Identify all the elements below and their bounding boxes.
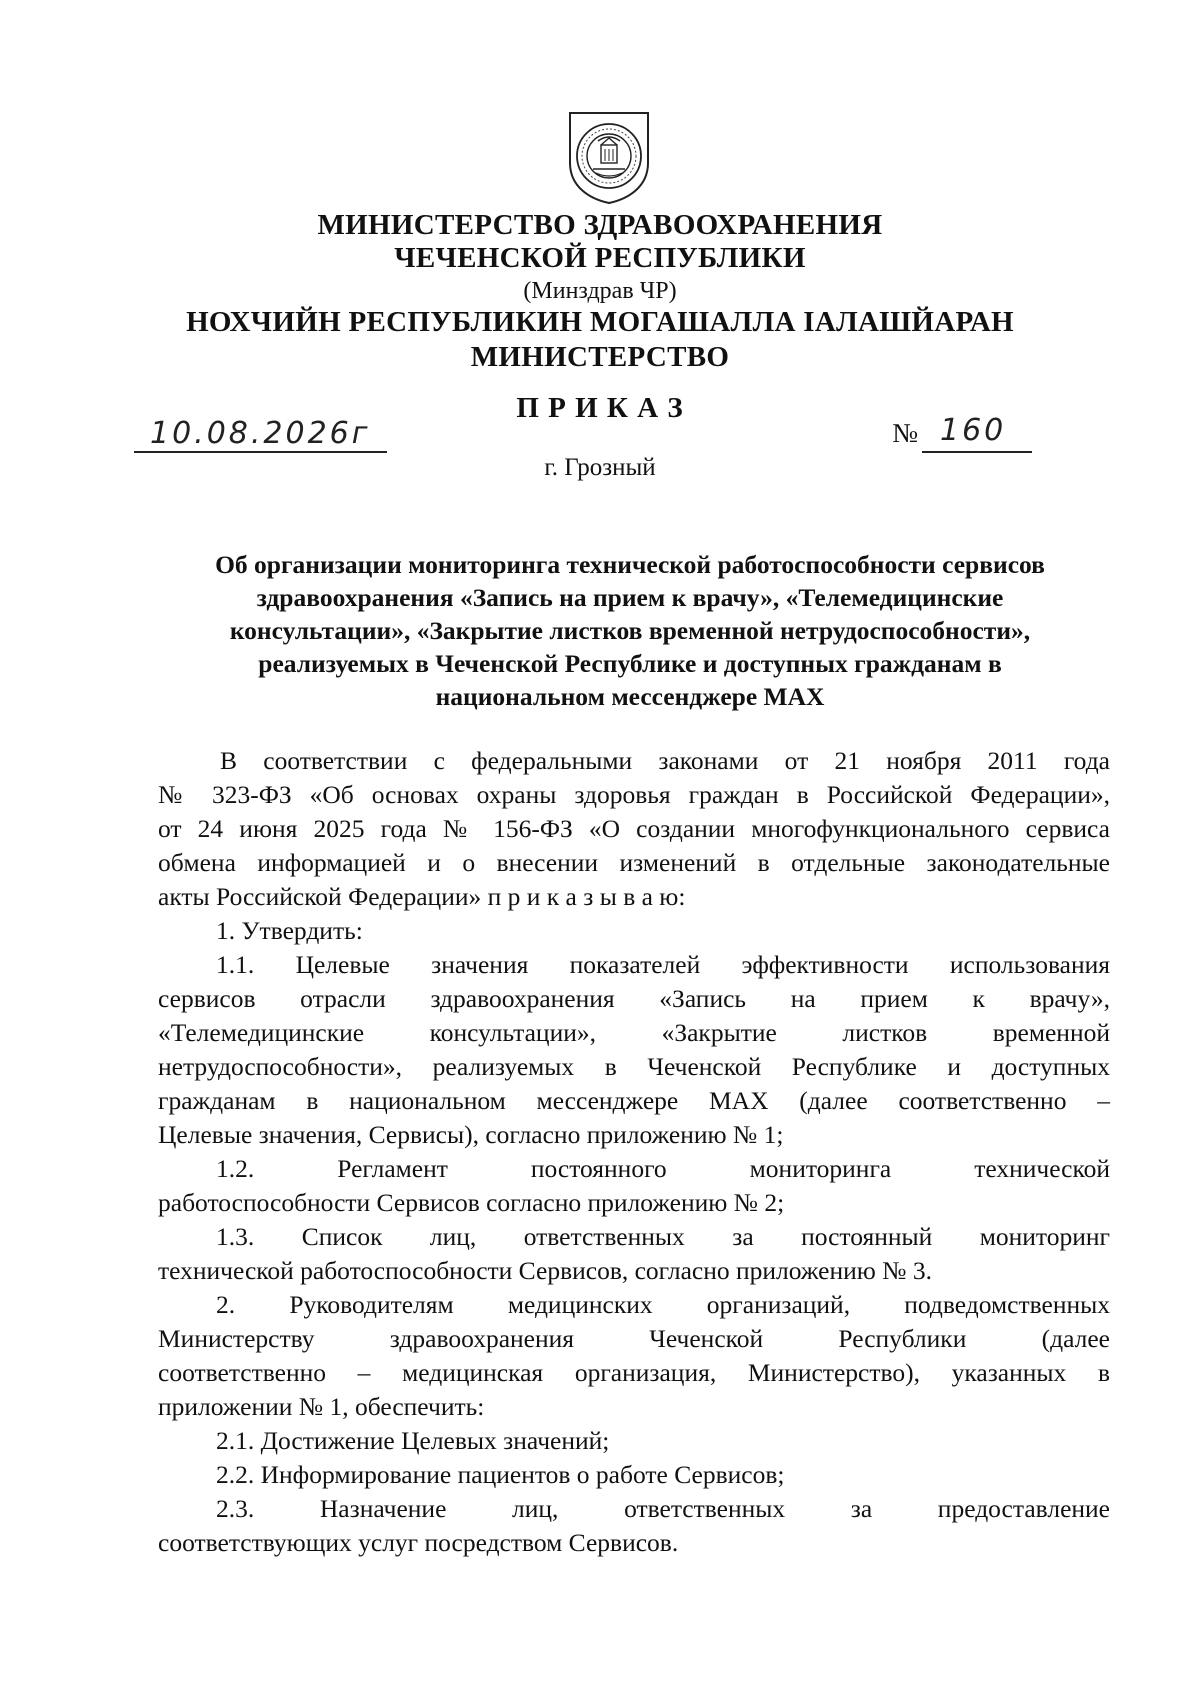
order-date-handwritten: 10.08.2026г <box>150 416 371 451</box>
ministry-name-ce-line2: МИНИСТЕРСТВО <box>470 341 730 373</box>
body-line: от 24 июня 2025 года № 156-ФЗ «О создании многофункционального сервиса <box>158 814 1110 843</box>
body-line: приложении № 1, обеспечить: <box>158 1392 485 1421</box>
order-number-handwritten: 160 <box>940 413 1007 448</box>
title-line: национальном мессенджере MAX <box>435 682 825 711</box>
body-line: нетрудоспособности», реализуемых в Чеченской Республике и доступных <box>158 1052 1110 1081</box>
body-line: 1.1. Целевые значения показателей эффективности использования <box>216 950 1110 979</box>
body-line: Министерству здравоохранения Чеченской Республики (далее <box>158 1324 1110 1353</box>
coat-of-arms-emblem <box>568 111 650 204</box>
body-line: Целевые значения, Сервисы), согласно приложению № 1; <box>158 1120 784 1149</box>
body-line: акты Российской Федерации» п р и к а з ы в а ю: <box>158 882 686 911</box>
body-line: сервисов отрасли здравоохранения «Запись на прием к врачу», <box>158 984 1110 1013</box>
body-line: № 323-ФЗ «Об основах охраны здоровья граждан в Российской Федерации», <box>158 780 1110 809</box>
title-line: консультации», «Закрытие листков временной нетрудоспособности», <box>229 616 1031 645</box>
body-line: 2. Руководителям медицинских организаций, подведомственных <box>216 1290 1110 1319</box>
order-title <box>150 548 1110 713</box>
body-line: 1.2. Регламент постоянного мониторинга технической <box>216 1154 1110 1183</box>
ministry-short-name: (Минздрав ЧР) <box>523 278 677 304</box>
ministry-name-ru-line2: ЧЕЧЕНСКОЙ РЕСПУБЛИКИ <box>394 242 806 274</box>
body-line: гражданам в национальном мессенджере MAX (далее соответственно – <box>158 1086 1110 1115</box>
body-line: соответствующих услуг посредством Сервисов. <box>158 1528 679 1557</box>
body-line: 2.1. Достижение Целевых значений; <box>216 1426 610 1455</box>
date-underline <box>134 451 387 453</box>
number-underline <box>922 451 1032 453</box>
document-type: П Р И К А З <box>516 392 684 424</box>
body-line: «Телемедицинские консультации», «Закрытие листков временной <box>158 1018 1110 1047</box>
city-name: г. Грозный <box>544 454 656 481</box>
order-number-label: № <box>892 418 918 448</box>
body-line: 2.2. Информирование пациентов о работе Сервисов; <box>216 1460 785 1489</box>
ministry-name-ru-line1: МИНИСТЕРСТВО ЗДРАВООХРАНЕНИЯ <box>317 209 883 241</box>
title-line: здравоохранения «Запись на прием к врачу», «Телемедицинские <box>256 583 1004 612</box>
body-line: обмена информацией и о внесении изменений в отдельные законодательные <box>158 848 1110 877</box>
body-line: В соответствии с федеральными законами от 21 ноября 2011 года <box>220 746 1110 775</box>
body-line: соответственно – медицинская организация, Министерство), указанных в <box>158 1358 1110 1387</box>
body-line: 1. Утвердить: <box>216 916 363 945</box>
body-line: работоспособности Сервисов согласно приложению № 2; <box>158 1188 785 1217</box>
body-line: технической работоспособности Сервисов, согласно приложению № 3. <box>158 1256 933 1285</box>
title-line: реализуемых в Чеченской Республике и доступных гражданам в <box>258 649 1002 678</box>
body-line: 1.3. Список лиц, ответственных за постоянный мониторинг <box>216 1222 1110 1251</box>
body-line: 2.3. Назначение лиц, ответственных за предоставление <box>216 1494 1110 1523</box>
ministry-name-ce-line1: НОХЧИЙН РЕСПУБЛИКИН МОГАШАЛЛА IАЛАШЙАРАН <box>186 306 1014 338</box>
order-body <box>158 744 1110 1560</box>
title-line: Об организации мониторинга технической работоспособности сервисов <box>215 550 1045 579</box>
